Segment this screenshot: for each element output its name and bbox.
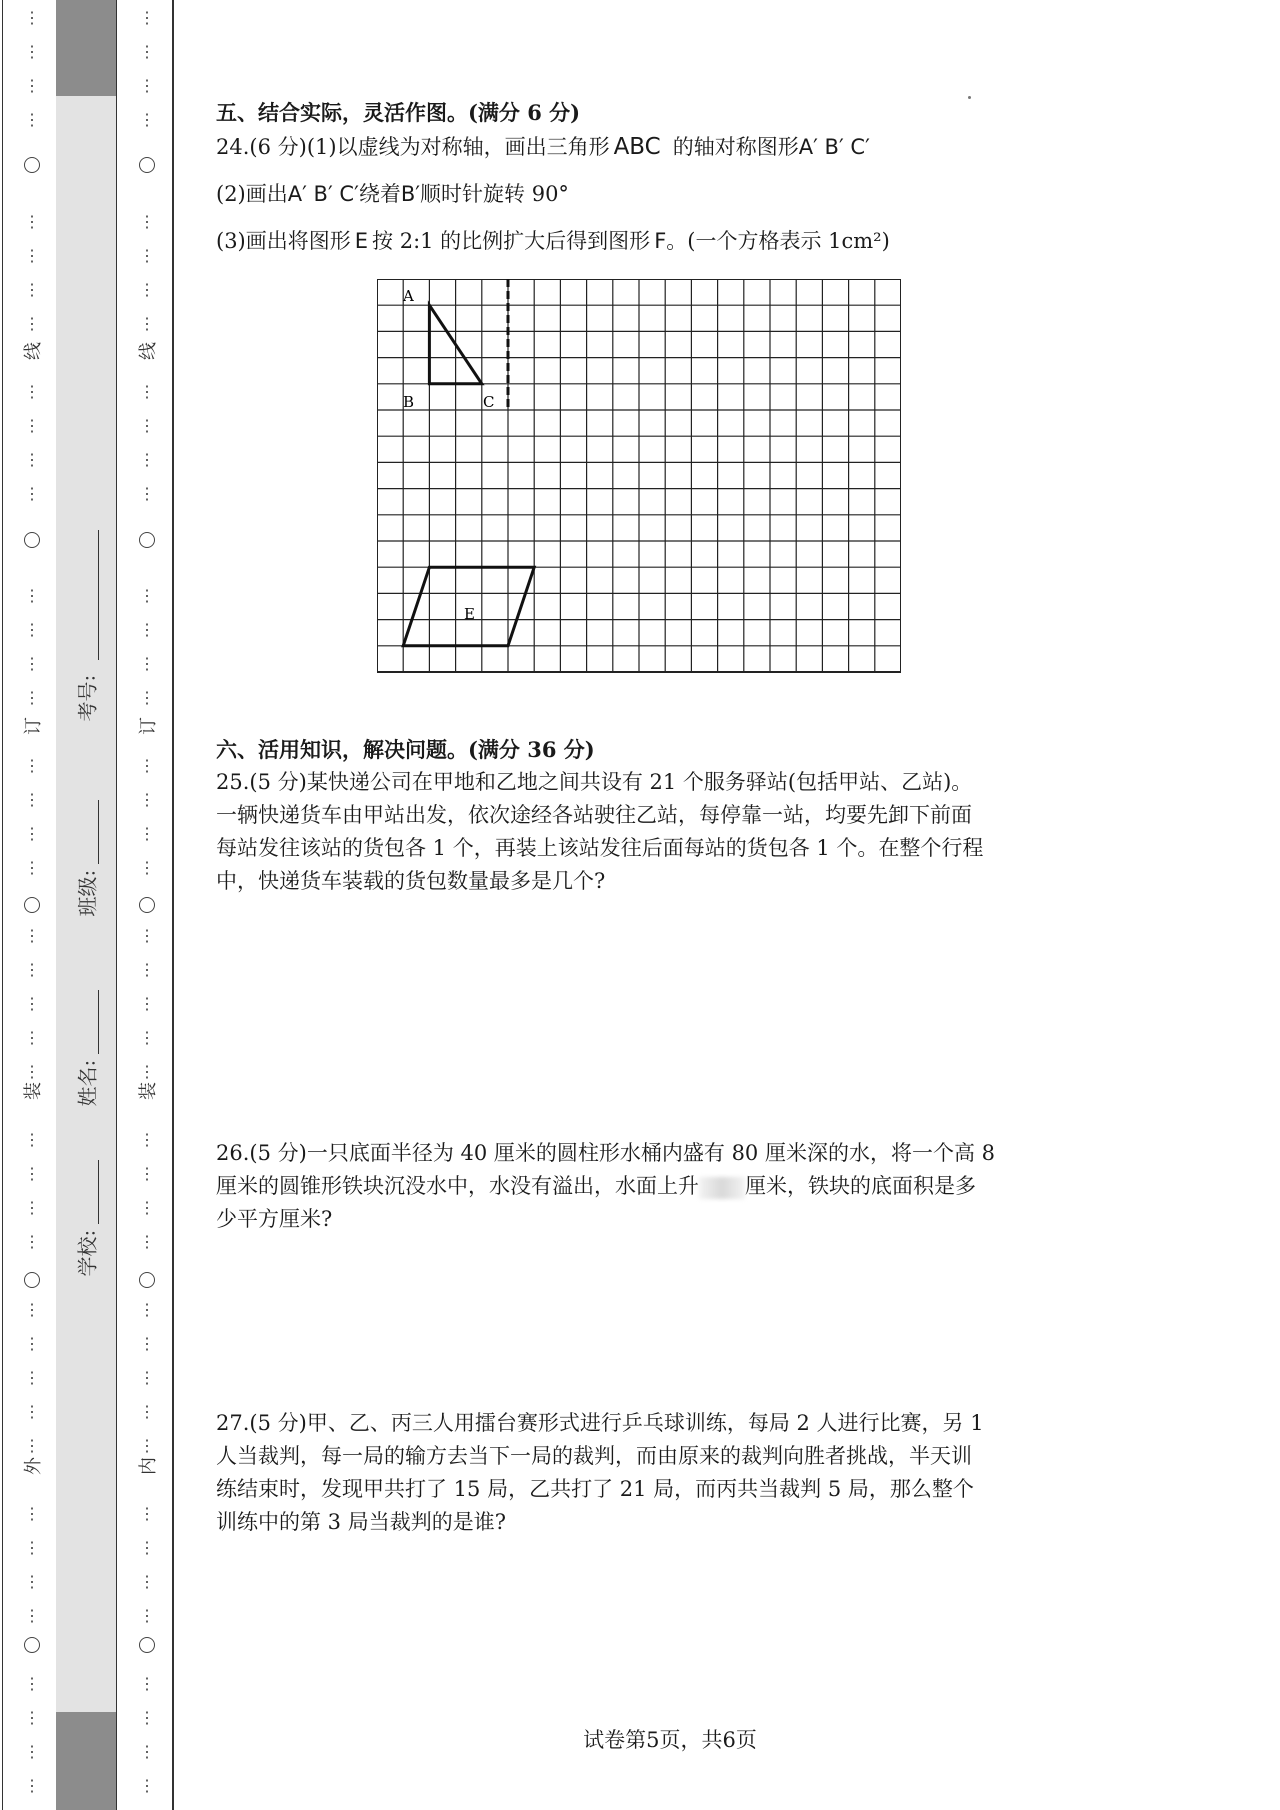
dot-segment: ⋮ [24,824,40,843]
binding-char: 线 [23,342,44,360]
dot-segment: ⋮ [139,1334,155,1353]
q24-line2-mid: 绕着 [358,182,401,206]
q24-line3 [216,225,1076,258]
dot-segment: ⋮ [139,416,155,435]
binding-ring [24,1637,40,1653]
dot-segment: ⋮ [139,1402,155,1421]
dot-segment: ⋮ [24,1776,40,1795]
inner-binding-column [132,0,162,1810]
dot-segment: ⋮ [139,1504,155,1523]
dot-segment: ⋮ [139,790,155,809]
dot-segment: ⋮ [139,824,155,843]
dot-segment: ⋮ [139,450,155,469]
dot-segment: ⋮ [24,654,40,673]
dot-segment: ⋮ [24,586,40,605]
q26-block [216,1137,1076,1236]
label-a: A [403,287,414,305]
binding-rule [172,0,174,1810]
school-label: 学校: [75,1229,100,1277]
dot-segment: ⋮ [24,212,40,231]
exam-no-label: 考号: [75,674,100,722]
q25-text [216,766,1076,898]
dot-segment: ⋮ [24,620,40,639]
q24-line3-mid: 按 2:1 的比例扩大后得到图形 [372,229,651,253]
binding-ring [24,897,40,913]
band-dark-top [56,0,116,96]
dot-segment: ⋮ [24,314,40,333]
dot-segment: ⋮ [24,1606,40,1625]
binding-char: 线 [138,342,159,360]
dot-segment: ⋮ [139,620,155,639]
q26-line3: 少平方厘米? [216,1207,333,1231]
dot-segment: ⋮ [24,1402,40,1421]
dot-segment: ⋮ [139,960,155,979]
dot-segment: ⋮ [139,654,155,673]
q27-line-4: 训练中的第 3 局当裁判的是谁? [216,1510,506,1534]
dot-segment: ⋮ [139,484,155,503]
dot-segment: ⋮ [24,1300,40,1319]
dot-segment: ⋮ [139,858,155,877]
q24-f: F [654,229,667,253]
dot-segment: ⋮ [139,382,155,401]
q27-text [216,1407,1076,1539]
q24-line3-suffix: 。(一个方格表示 1cm²) [666,229,890,253]
q24-e: E [354,229,369,253]
q26-line2-b: 厘米，铁块的底面积是多 [745,1174,976,1198]
dot-segment: ⋮ [139,1708,155,1727]
dot-segment: ⋮ [139,1232,155,1251]
q26-line2-a: 厘米的圆锥形铁块沉没水中，水没有溢出，水面上升 [216,1174,699,1198]
dot-segment: ⋮ [139,994,155,1013]
binding-ring [24,157,40,173]
q24-line2-suffix: 顺时针旋转 90° [420,182,569,206]
page-footer: 试卷第5页，共6页 [583,1728,757,1752]
blurred-region [699,1177,745,1199]
q24-abc: ABC [613,134,661,160]
dot-segment: ⋮ [139,1300,155,1319]
dot-segment: ⋮ [139,1062,155,1081]
dot-segment: ⋮ [24,416,40,435]
section6-title: 六、活用知识，解决问题。(满分 36 分) [216,737,595,762]
dot-segment: ⋮ [139,1130,155,1149]
dot-segment: ⋮ [139,586,155,605]
section6-block [216,733,1076,898]
exam-content [216,96,1076,258]
dot-segment: ⋮ [139,42,155,61]
dot-segment: ⋮ [24,1504,40,1523]
dot-segment: ⋮ [139,110,155,129]
dot-segment: ⋮ [24,994,40,1013]
dot-segment: ⋮ [139,212,155,231]
label-c: C [483,393,495,411]
dot-segment: ⋮ [139,1028,155,1047]
section5-title: 五、结合实际，灵活作图。(满分 6 分) [216,100,581,125]
q24-line1-mid: 的轴对称图形 [672,135,799,159]
q24-b-prime: B′ [400,182,421,206]
name-blank[interactable] [98,990,99,1054]
dot-segment: ⋮ [24,76,40,95]
q24-line1-text: 24.(6 分)(1)以虚线为对称轴，画出三角形 [216,135,610,159]
q24-line2 [216,178,1076,211]
dot-segment: ⋮ [24,1164,40,1183]
dot-segment: ⋮ [24,450,40,469]
dot-segment: ⋮ [24,1232,40,1251]
binding-char: 内 [138,1457,159,1475]
binding-char: 装 [138,1082,159,1100]
dot-segment: ⋮ [24,280,40,299]
binding-ring [24,532,40,548]
q27-line-2: 人当裁判，每一局的输方去当下一局的裁判，而由原来的裁判向胜者挑战，半天训 [216,1444,972,1468]
dot-segment: ⋮ [139,1164,155,1183]
dot-segment: ⋮ [24,1062,40,1081]
q25-line-2: 一辆快递货车由甲站出发，依次途经各站驶往乙站，每停靠一站，均要先卸下前面 [216,803,972,827]
drawing-grid[interactable] [377,279,901,683]
dot-segment: ⋮ [24,926,40,945]
dot-segment: ⋮ [139,280,155,299]
dot-segment: ⋮ [139,756,155,775]
dot-segment: ⋮ [139,1742,155,1761]
label-b: B [403,393,415,411]
q25-line-4: 中，快递货车装载的货包数量最多是几个? [216,869,606,893]
dot-segment: ⋮ [24,246,40,265]
dot-segment: ⋮ [24,382,40,401]
q27-block [216,1407,1076,1539]
name-label: 姓名: [75,1059,100,1107]
dot-segment: ⋮ [24,858,40,877]
dot-segment: ⋮ [24,1436,40,1455]
binding-ring [139,1637,155,1653]
dot-segment: ⋮ [24,1368,40,1387]
dot-segment: ⋮ [139,1538,155,1557]
dot-segment: ⋮ [24,1130,40,1149]
binding-ring [139,1272,155,1288]
q27-line-3: 练结束时，发现甲共打了 15 局，乙共打了 21 局，而丙共当裁判 5 局，那么整个 [216,1477,974,1501]
q24-prime-1: A′ B′ C′ [798,135,870,159]
q24-line1 [216,131,1076,164]
dot-segment: ⋮ [139,1572,155,1591]
binding-ring [24,1272,40,1288]
dot-segment: ⋮ [24,790,40,809]
dot-segment: ⋮ [139,1436,155,1455]
dot-segment: ⋮ [139,688,155,707]
dot-segment: ⋮ [24,484,40,503]
binding-char: 订 [23,717,44,735]
binding-char: 外 [23,1457,44,1475]
q24-line3-text: (3)画出将图形 [216,229,351,253]
class-label: 班级: [75,869,100,917]
dot-segment: ⋮ [139,1368,155,1387]
q26-line2 [216,1170,1076,1203]
dot-segment: ⋮ [139,314,155,333]
dot-segment: ⋮ [139,8,155,27]
dot-segment: ⋮ [24,1028,40,1047]
label-e: E [464,605,475,623]
outer-binding-column [17,0,47,1810]
binding-ring [139,897,155,913]
q24-prime-2: A′ B′ C′ [287,182,359,206]
q24-grid-figure [377,279,901,687]
band-right-border [116,0,117,1810]
q25-line-1: 25.(5 分)某快递公司在甲地和乙地之间共设有 21 个服务驿站(包括甲站、乙站)。 [216,770,973,794]
exam-no-blank[interactable] [98,530,99,660]
dot-segment: ⋮ [24,688,40,707]
binding-char: 装 [23,1082,44,1100]
binding-char: 订 [138,717,159,735]
dot-segment: ⋮ [139,1674,155,1693]
q25-line-3: 每站发往该站的货包各 1 个，再装上该站发往后面每站的货包各 1 个。在整个行程 [216,836,984,860]
q24-line2-text: (2)画出 [216,182,288,206]
grid-lines [377,279,901,672]
class-blank[interactable] [98,800,99,864]
school-blank[interactable] [98,1160,99,1224]
dot-segment: ⋮ [24,8,40,27]
dot-segment: ⋮ [24,1198,40,1217]
dot-segment: ⋮ [139,1198,155,1217]
binding-ring [139,532,155,548]
dot-segment: ⋮ [24,1674,40,1693]
dot-segment: ⋮ [139,1606,155,1625]
dot-segment: ⋮ [24,1742,40,1761]
dot-segment: ⋮ [24,1572,40,1591]
dot-segment: ⋮ [139,246,155,265]
q26-line1: 26.(5 分)一只底面半径为 40 厘米的圆柱形水桶内盛有 80 厘米深的水，将一个高 8 [216,1141,995,1165]
dot-segment: ⋮ [24,1334,40,1353]
dot-segment: ⋮ [24,1708,40,1727]
binding-ring [139,157,155,173]
q27-line-1: 27.(5 分)甲、乙、丙三人用擂台赛形式进行乒乓球训练，每局 2 人进行比赛，另 1 [216,1411,984,1435]
dot-segment: ⋮ [24,110,40,129]
dot-segment: ⋮ [139,1776,155,1795]
dot-segment: ⋮ [24,42,40,61]
dot-segment: ⋮ [139,76,155,95]
dot-segment: ⋮ [24,1538,40,1557]
page-edge-line [2,0,3,1810]
dot-segment: ⋮ [139,926,155,945]
dot-segment: ⋮ [24,756,40,775]
dot-segment: ⋮ [24,960,40,979]
